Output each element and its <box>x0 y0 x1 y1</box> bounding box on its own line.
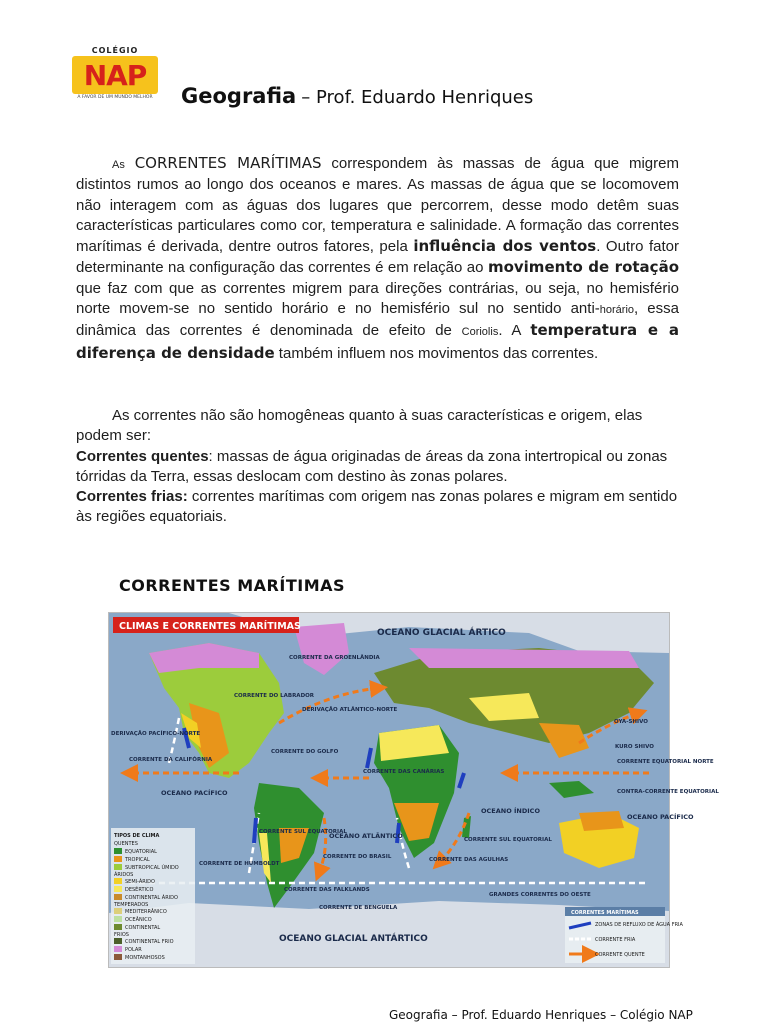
legend-swatch <box>114 856 122 862</box>
page-footer: Geografia – Prof. Eduardo Henriques – Colégio NAP <box>389 1008 693 1022</box>
professor-name: – Prof. Eduardo Henriques <box>301 87 534 108</box>
climate-legend-title: TIPOS DE CLIMA <box>114 833 160 839</box>
term-influencia-ventos: influência dos ventos <box>413 237 597 256</box>
legend-item: CORRENTE FRIA <box>595 937 636 943</box>
text-segment: . Outro fator determinante na configuração das correntes é em relação ao <box>76 238 679 277</box>
legend-swatch <box>114 908 122 914</box>
legend-swatch <box>114 864 122 870</box>
warm-currents-label: Correntes quentes <box>76 447 209 465</box>
legend-item: MONTANHOSOS <box>125 955 165 961</box>
legend-item: SEMI-ÁRIDO <box>125 879 155 885</box>
label-antarctic-ocean: OCEANO GLACIAL ANTÁRTICO <box>279 934 428 944</box>
climate-legend <box>111 828 195 964</box>
legend-swatch <box>114 954 122 960</box>
legend-item: SUBTROPICAL ÚMIDO <box>125 865 179 871</box>
ocean-currents-map <box>108 612 719 968</box>
types-intro <box>76 406 679 447</box>
term-horario: horário <box>599 304 635 317</box>
legend-swatch <box>114 946 122 952</box>
text-as: As <box>112 159 125 171</box>
legend-item: CONTINENTAL <box>125 925 161 931</box>
legend-swatch <box>114 916 122 922</box>
cold-currents-label: Correntes frias: <box>76 488 188 506</box>
legend-item: DESÉRTICO <box>125 887 154 893</box>
current-label: CORRENTE DA GROENLÂNDIA <box>289 655 380 661</box>
label-arctic-ocean: OCEANO GLACIAL ÁRTICO <box>377 628 506 638</box>
legend-swatch <box>114 886 122 892</box>
australia-tropical-zone <box>579 811 624 831</box>
current-label: CORRENTE DO GOLFO <box>271 749 339 755</box>
current-label: CORRENTE DE BENGUELA <box>319 905 398 911</box>
label-indian-ocean: OCEANO ÍNDICO <box>481 807 540 815</box>
legend-swatch <box>114 894 122 900</box>
legend-item: TROPICAL <box>125 857 150 863</box>
map-title: CORRENTES MARÍTIMAS <box>119 576 346 595</box>
warm-currents-text: : massas de água originadas de áreas da zona intertropical ou zonas tórridas da Terra, essas deslocam com destino às zonas polares. <box>76 447 668 485</box>
map-header-text: CLIMAS E CORRENTES MARÍTIMAS <box>119 621 301 632</box>
text-segment: que faz com que as correntes migrem para direções contrárias, ou seja, no hemisfério norte movem-se no sentido horário e no hemisfério sul no sentido anti- <box>76 279 679 318</box>
term-correntes-maritimas: CORRENTES MARÍTIMAS <box>134 154 322 172</box>
term-coriolis: Coriolis <box>461 326 499 339</box>
legend-group: QUENTES <box>114 841 138 847</box>
current-label: DERIVAÇÃO ATLÂNTICO-NORTE <box>302 707 398 713</box>
text-segment: , essa dinâmica das correntes é denominada de efeito de <box>76 300 679 340</box>
eurasia-polar-zone <box>409 648 639 668</box>
current-label: CORRENTE DO LABRADOR <box>234 693 315 699</box>
warm-currents-definition <box>76 447 679 488</box>
upwelling-zone-peru <box>254 818 256 843</box>
legend-item: CORRENTE QUENTE <box>595 952 645 958</box>
current-label: CORRENTE EQUATORIAL NORTE <box>617 759 714 765</box>
page-header <box>181 84 533 108</box>
current-label: KURO SHIVO <box>615 744 654 750</box>
current-label: CONTRA-CORRENTE EQUATORIAL <box>617 789 719 795</box>
legend-item: MEDITERRÂNICO <box>125 909 167 915</box>
current-label: GRANDES CORRENTES DO OESTE <box>489 892 591 898</box>
current-label: CORRENTE DE HUMBOLDT <box>199 861 280 867</box>
current-label: CORRENTE DO BRASIL <box>323 854 392 860</box>
legend-item: POLAR <box>125 947 142 953</box>
legend-item: ZONAS DE REFLUXO DE ÁGUA FRIA <box>595 922 683 928</box>
logo-badge <box>72 56 158 94</box>
cold-currents-text: correntes marítimas com origem nas zonas polares e migram em sentido às regiões equatoriais. <box>76 488 678 526</box>
types-intro-text: As correntes não são homogêneas quanto à suas características e origem, elas podem ser: <box>76 407 643 445</box>
legend-swatch <box>114 924 122 930</box>
current-label: CORRENTE SUL EQUATORIAL <box>464 837 552 843</box>
label-pacific-ocean: OCEANO PACÍFICO <box>161 789 228 797</box>
legend-item: CONTINENTAL ÁRIDO <box>125 895 178 901</box>
subject-title: Geografia <box>181 84 297 108</box>
paragraph-types <box>76 406 679 528</box>
term-movimento-rotacao: movimento de rotação <box>487 258 679 277</box>
legend-group: FRIOS <box>114 932 129 938</box>
legend-swatch <box>114 878 122 884</box>
current-label: OYA-SHIVO <box>614 719 648 725</box>
school-logo <box>72 46 158 104</box>
current-label: DERIVAÇÃO PACÍFICO-NORTE <box>111 731 201 737</box>
current-label: CORRENTE DAS CANÁRIAS <box>363 769 445 775</box>
text-segment: . A <box>498 322 531 340</box>
label-pacific-ocean-2: OCEANO PACÍFICO <box>627 813 694 821</box>
legend-group: TEMPERADOS <box>114 902 149 908</box>
logo-tagline: A FAVOR DE UM MUNDO MELHOR <box>77 95 153 100</box>
current-label: CORRENTE SUL EQUATORIAL <box>259 829 347 835</box>
text-segment: correspondem às massas de água que migrem distintos rumos ao longo dos oceanos e mares. As massas de água que se locomovem não interagem com as águas dos lugares que percorrem, desse modo detêm suas características particulares como cor, temperatura e salinidade. A formação das correntes marítimas é derivada, dentre outros fatores, pela <box>76 155 679 256</box>
cold-currents-definition <box>76 487 679 528</box>
legend-item: OCEÂNICO <box>125 917 152 923</box>
legend-item: EQUATORIAL <box>125 849 157 855</box>
legend-swatch <box>114 938 122 944</box>
currents-legend-title: CORRENTES MARÍTIMAS <box>571 910 639 916</box>
legend-swatch <box>114 848 122 854</box>
logo-name: NAP <box>83 58 147 92</box>
legend-item: CONTINENTAL FRIO <box>125 939 174 945</box>
term-temperatura-densidade: temperatura e a diferença de densidade <box>76 321 679 362</box>
current-label: CORRENTE DA CALIFÓRNIA <box>129 757 213 763</box>
current-label: CORRENTE DAS AGULHAS <box>429 857 509 863</box>
text-segment: também influem nos movimentos das correntes. <box>274 344 599 362</box>
logo-top-text: COLÉGIO <box>91 46 139 55</box>
paragraph-intro <box>76 153 679 364</box>
legend-group: ÁRIDOS <box>114 872 134 878</box>
label-atlantic-ocean: OCEANO ATLÂNTICO <box>329 832 403 840</box>
current-label: CORRENTE DAS FALKLANDS <box>284 887 370 893</box>
